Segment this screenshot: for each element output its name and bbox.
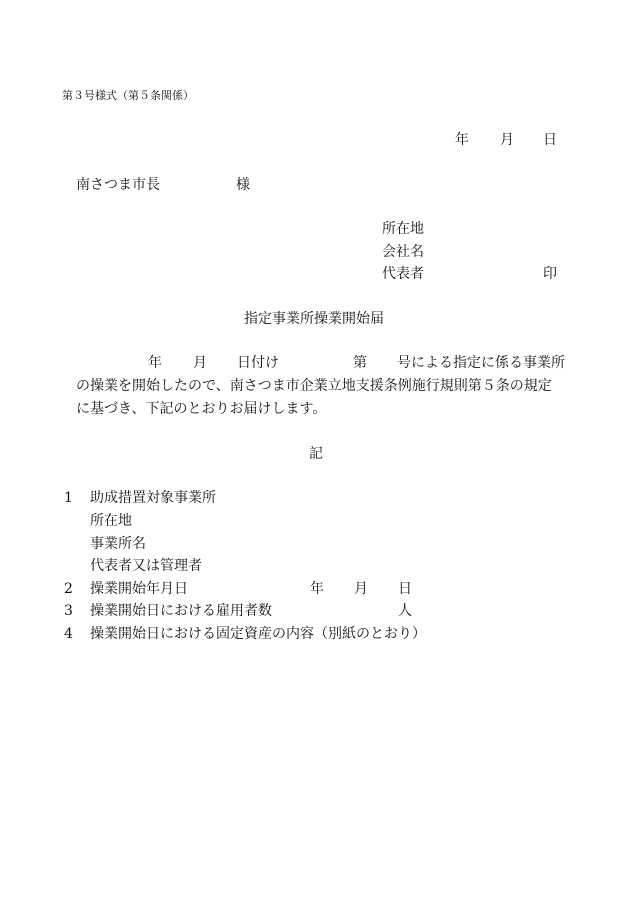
item-2-number: 2 xyxy=(64,581,73,597)
body-line2: の操業を開始したので、南さつま市企業立地支援条例施行規則第５条の規定 xyxy=(76,378,552,394)
applicant-representative-label: 代表者 xyxy=(382,266,424,282)
sub-item-office-name: 事業所名 xyxy=(90,536,146,552)
body-month: 月 xyxy=(193,355,207,371)
addressee-honorific: 様 xyxy=(236,177,250,193)
applicant-company-label: 会社名 xyxy=(382,244,424,260)
date-month: 月 xyxy=(500,132,514,148)
body-line1-rest: 号による指定に係る事業所 xyxy=(397,355,565,371)
item-3-number: 3 xyxy=(64,603,73,619)
addressee-name: 南さつま市長 xyxy=(76,177,160,193)
item-1-number: 1 xyxy=(64,490,73,506)
seal-mark: 印 xyxy=(543,266,557,282)
item-2-month: 月 xyxy=(354,581,368,597)
item-2-day: 日 xyxy=(398,581,412,597)
ki-heading: 記 xyxy=(309,446,323,462)
body-line3: に基づき、下記のとおりお届けします。 xyxy=(76,401,327,417)
date-year: 年 xyxy=(455,132,469,148)
item-2-label: 操業開始年月日 xyxy=(90,581,188,597)
item-2-year: 年 xyxy=(310,581,324,597)
applicant-address-label: 所在地 xyxy=(382,221,424,237)
item-3-unit: 人 xyxy=(398,603,412,619)
document-title: 指定事業所操業開始届 xyxy=(244,311,384,327)
item-1-label: 助成措置対象事業所 xyxy=(90,490,216,506)
body-number-prefix: 第 xyxy=(353,355,367,371)
sub-item-manager: 代表者又は管理者 xyxy=(90,558,202,574)
item-4-label: 操業開始日における固定資産の内容（別紙のとおり） xyxy=(90,626,426,642)
item-4-number: 4 xyxy=(64,626,73,642)
sub-item-address: 所在地 xyxy=(90,513,132,529)
date-day: 日 xyxy=(543,132,557,148)
body-day-suffix: 日付け xyxy=(237,355,279,371)
item-3-label: 操業開始日における雇用者数 xyxy=(90,603,272,619)
form-label: 第３号様式（第５条関係） xyxy=(62,89,194,102)
body-year: 年 xyxy=(148,355,162,371)
